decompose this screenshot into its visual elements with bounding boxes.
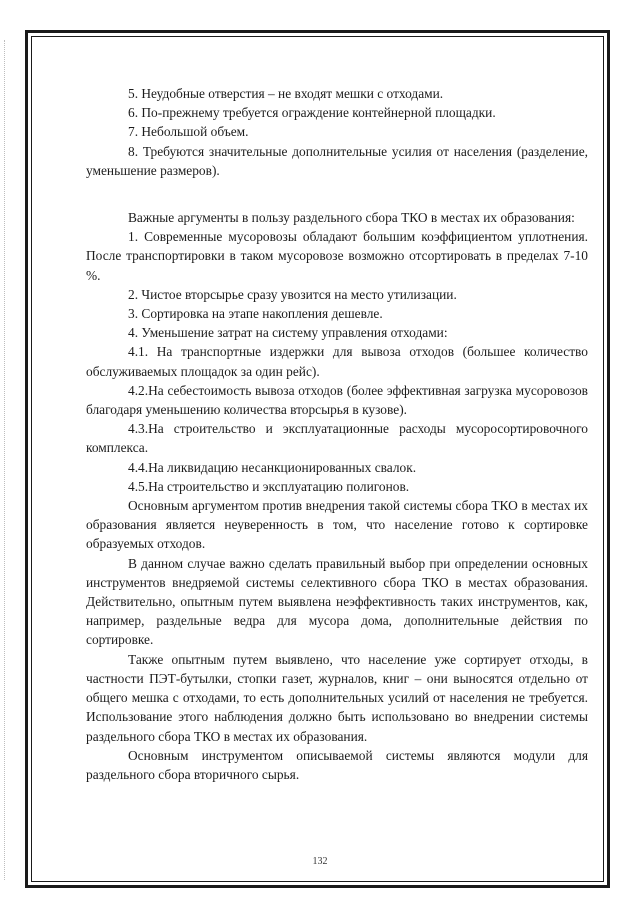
arguments-section	[86, 208, 588, 784]
sub-list-item: 4.2.На себестоимость вывоза отходов (более эффективная загрузка мусоровозов благодаря уменьшению количества вторсырья в кузове).	[86, 382, 588, 418]
scan-edge-mark	[4, 40, 6, 880]
list-item: 6. По-прежнему требуется ограждение контейнерной площадки.	[128, 105, 496, 121]
sub-list-item: 4.1. На транспортные издержки для вывоза отходов (большее количество обслуживаемых площадок за один рейс).	[86, 344, 588, 379]
sub-list-item: 4.5.На строительство и эксплуатацию полигонов.	[128, 478, 410, 494]
list-item: 1. Современные мусоровозы обладают большим коэффициентом уплотнения. После транспортировки в таком мусоровозе возможно отсортировать в пределах 7-10 %.	[86, 229, 588, 283]
section-intro: Важные аргументы в пользу раздельного сбора ТКО в местах их образования:	[128, 210, 575, 226]
page-number: 132	[312, 856, 328, 867]
list-item: 3. Сортировка на этапе накопления дешевле.	[128, 306, 383, 322]
paragraph: Основным аргументом против внедрения такой системы сбора ТКО в местах их образования является неуверенность в том, что население готово к сортировке образуемых отходов.	[86, 498, 588, 552]
list-item: 4. Уменьшение затрат на систему управления отходами:	[128, 325, 448, 341]
sub-list-item: 4.4.На ликвидацию несанкционированных свалок.	[128, 459, 417, 475]
list-item: 2. Чистое вторсырье сразу увозится на место утилизации.	[128, 286, 457, 302]
list-item: 8. Требуются значительные дополнительные усилия от населения (разделение, уменьшение размеров).	[86, 143, 588, 178]
paragraph: В данном случае важно сделать правильный выбор при определении основных инструментов внедряемой системы селективного сбора ТКО в местах образования. Действительно, опытным путем выявлена неэффективность таких инструментов, как, например, раздельные ведра для мусора дома, дополнительные действия по сортировке.	[86, 555, 588, 648]
sub-list-item: 4.3.На строительство и эксплуатационные расходы мусоросортировочного комплекса.	[86, 421, 588, 456]
paragraph: Основным инструментом описываемой системы являются модули для раздельного сбора вторичного сырья.	[86, 747, 588, 782]
page-body	[86, 84, 588, 784]
list-item: 7. Небольшой объем.	[128, 124, 249, 140]
numbered-list-continued	[86, 84, 588, 180]
paragraph: Также опытным путем выявлено, что население уже сортирует отходы, в частности ПЭТ-бутылки, стопки газет, журналов, книг – они выносятся отдельно от общего мешка с отходами, то есть дополнительных усилий от населения не требуется. Использование этого наблюдения должно быть использовано во внедрении системы раздельного сбора ТКО в местах их образования.	[86, 651, 588, 744]
list-item: 5. Неудобные отверстия – не входят мешки с отходами.	[128, 86, 444, 101]
